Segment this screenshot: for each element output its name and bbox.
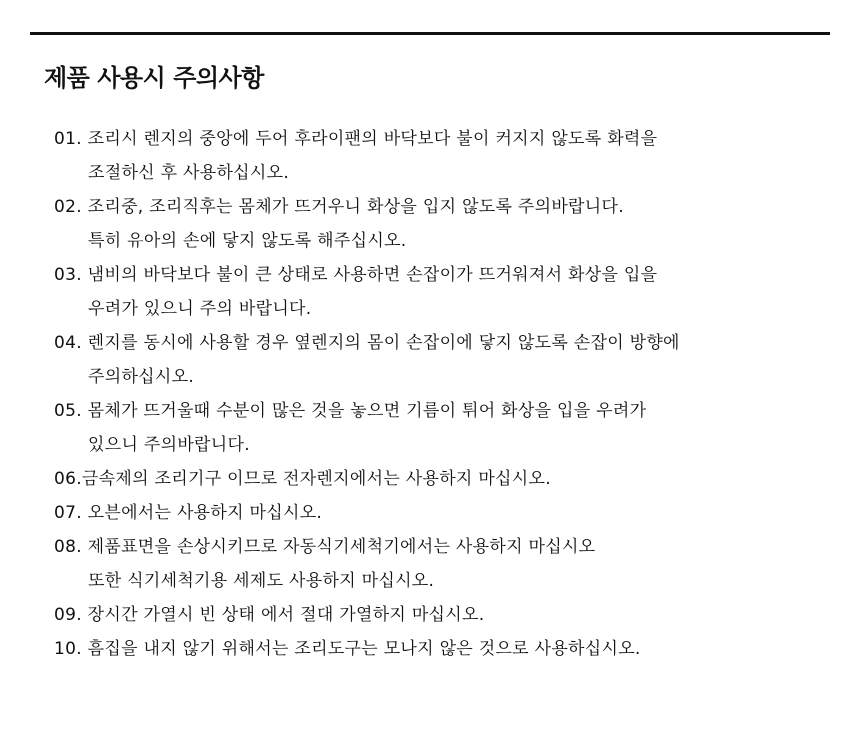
caution-item-06 xyxy=(54,462,844,496)
caution-item-09 xyxy=(54,598,844,632)
caution-line: 10. 흠집을 내지 않기 위해서는 조리도구는 모나지 않은 것으로 사용하십시오. xyxy=(54,639,641,659)
page-title: 제품 사용시 주의사항 xyxy=(44,64,264,92)
caution-line-continued: 우려가 있으니 주의 바랍니다. xyxy=(88,299,312,319)
caution-line: 09. 장시간 가열시 빈 상태 에서 절대 가열하지 마십시오. xyxy=(54,605,485,625)
caution-line: 06.금속제의 조리기구 이므로 전자렌지에서는 사용하지 마십시오. xyxy=(54,469,551,489)
caution-line: 04. 렌지를 동시에 사용할 경우 옆렌지의 몸이 손잡이에 닿지 않도록 손잡이 방향에 xyxy=(54,333,680,353)
caution-item-08 xyxy=(54,530,844,598)
caution-item-02 xyxy=(54,190,844,258)
caution-line: 05. 몸체가 뜨거울때 수분이 많은 것을 놓으면 기름이 튀어 화상을 입을 우려가 xyxy=(54,401,647,421)
top-divider xyxy=(30,32,830,35)
caution-item-07 xyxy=(54,496,844,530)
caution-line: 07. 오븐에서는 사용하지 마십시오. xyxy=(54,503,323,523)
caution-item-05 xyxy=(54,394,844,462)
caution-line-continued: 조절하신 후 사용하십시오. xyxy=(88,163,290,183)
caution-item-01 xyxy=(54,122,844,190)
caution-line: 08. 제품표면을 손상시키므로 자동식기세척기에서는 사용하지 마십시오 xyxy=(54,537,596,557)
caution-line-continued: 특히 유아의 손에 닿지 않도록 해주십시오. xyxy=(88,231,407,251)
caution-list xyxy=(54,122,844,666)
caution-line-continued: 있으니 주의바랍니다. xyxy=(88,435,250,455)
caution-line: 01. 조리시 렌지의 중앙에 두어 후라이팬의 바닥보다 불이 커지지 않도록 화력을 xyxy=(54,129,658,149)
caution-line-continued: 주의하십시오. xyxy=(88,367,195,387)
caution-line: 03. 냄비의 바닥보다 불이 큰 상태로 사용하면 손잡이가 뜨거워져서 화상을 입을 xyxy=(54,265,658,285)
caution-item-10 xyxy=(54,632,844,666)
caution-line-continued: 또한 식기세척기용 세제도 사용하지 마십시오. xyxy=(88,571,435,591)
caution-line: 02. 조리중, 조리직후는 몸체가 뜨거우니 화상을 입지 않도록 주의바랍니다. xyxy=(54,197,624,217)
caution-item-03 xyxy=(54,258,844,326)
caution-item-04 xyxy=(54,326,844,394)
